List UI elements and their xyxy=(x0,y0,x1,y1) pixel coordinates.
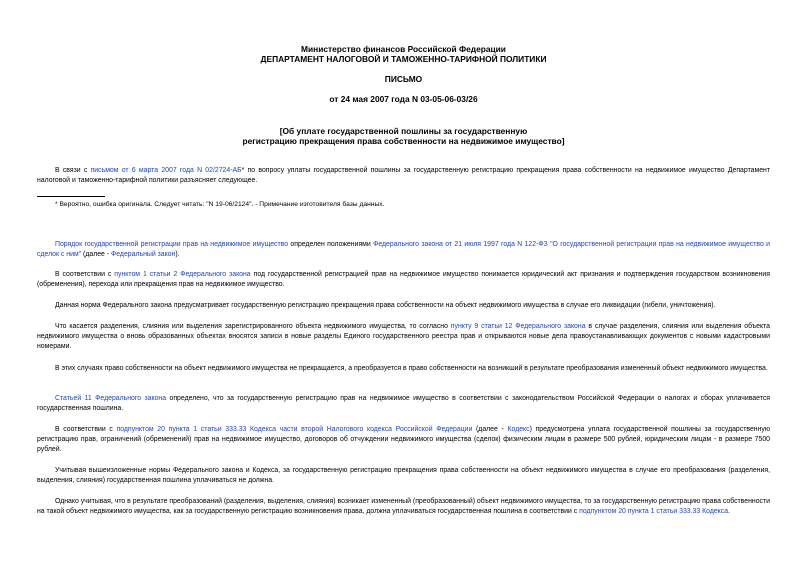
document-header xyxy=(0,44,807,104)
paragraph-conclusion: Учитывая вышеизложенные нормы Федерального закона и Кодекса, за государственную регистрацию прекращения права собственности на объект недвижимого имущества в случае его преобразования (разделения, выделения, слияния) государственная пошлина уплачиваться не должна. xyxy=(37,467,770,484)
paragraph-division: Что касается разделения, слияния или выделения зарегистрированного объекта недвижимого имущества, то согласно пункту 9 статьи 12 Федерального закона в случае разделения, слияния или выделения объекта недвижимого имущества о вновь образованных объектах вносятся записи в новые разделы Единого государственного реестра прав и открываются новые дела правоустанавливающих документов с новыми кадастровыми номерами. xyxy=(37,323,770,350)
footnote: * Вероятно, ошибка оригинала. Следует читать: "N 19-06/2124". - Примечание изготовителя базы данных. xyxy=(55,201,385,208)
title-line-2: регистрацию прекращения права собственности на недвижимое имущество] xyxy=(242,136,565,146)
footnote-divider xyxy=(37,196,105,197)
link-article-12-point-9[interactable]: пункту 9 статьи 12 Федерального закона xyxy=(450,323,586,330)
link-subpoint-20[interactable]: подпунктом 20 пункта 1 статьи 333.33 Кодекса xyxy=(579,508,729,515)
document-type: ПИСЬМО xyxy=(384,74,423,84)
link-registration-order[interactable]: Порядок государственной регистрации прав на недвижимое имущество xyxy=(55,241,289,248)
department-name: ДЕПАРТАМЕНТ НАЛОГОВОЙ И ТАМОЖЕННО-ТАРИФНОЙ ПОЛИТИКИ xyxy=(260,54,547,64)
link-article-2-point-1[interactable]: пунктом 1 статьи 2 Федерального закона xyxy=(114,271,251,278)
link-federal-law-122[interactable]: Федерального закона от 21 июля 1997 года N 122-ФЗ "О государственной регистрации прав на недвижимое имущество и сделок с ним" xyxy=(37,241,770,258)
paragraph-article-2: В соответствии с пунктом 1 статьи 2 Федерального закона под государственной регистрацией прав на недвижимое имущество понимается юридический акт признания и подтверждения государством возникновения (обременения), перехода или прекращения прав на недвижимое имущество. xyxy=(37,271,771,288)
link-code[interactable]: Кодекс xyxy=(507,426,530,433)
paragraph-however: Однако учитывая, что в результате преобразований (разделения, выделения, слияния) возникает измененный (преобразованный) объект недвижимого имущества, то за государственную регистрацию права собственности на такой объект недвижимого имущества, как за государственную регистрацию возникновения права, должна уплачиваться государственная пошлина в соответствии с подпунктом 20 пункта 1 статьи 333.33 Кодекса. xyxy=(37,498,770,515)
paragraph-transformation: В этих случаях право собственности на объект недвижимого имущества не прекращается, а преобразуется в право собственности на возникший в результате преобразования измененный объект недвижимого имущества. xyxy=(55,365,768,372)
title-line-1: [Об уплате государственной пошлины за государственную xyxy=(279,126,528,136)
ministry-name: Министерство финансов Российской Федерации xyxy=(301,44,506,54)
paragraph-registration-order: Порядок государственной регистрации прав на недвижимое имущество определен положениями Федерального закона от 21 июля 1997 года N 122-ФЗ "О государственной регистрации прав на недвижимое имущество и сделок с ним" (далее - Федеральный закон). xyxy=(37,241,770,258)
paragraph-intro: В связи с письмом от 6 марта 2007 года N 02/2724-АБ* по вопросу уплаты государственной пошлины за государственную регистрацию прекращения права собственности на недвижимое имущество Департамент налоговой и таможенно-тарифной политики разъясняет следующее. xyxy=(37,167,771,184)
link-article-11[interactable]: Статьей 11 Федерального закона xyxy=(55,395,167,402)
document-date-number: от 24 мая 2007 года N 03-05-06-03/26 xyxy=(329,94,478,104)
paragraph-tax-code: В соответствии с подпунктом 20 пункта 1 статьи 333.33 Кодекса части второй Налогового кодекса Российской Федерации (далее - Кодекс) предусмотрена уплата государственной пошлины за государственную регистрацию прав, ограничений (обременений) прав на недвижимое имущество, договоров об отчуждении недвижимого имущества (сделок) физическим лицам в размере 500 рублей, юридическим лицам - в размере 7500 рублей. xyxy=(37,426,771,453)
paragraph-norm: Данная норма Федерального закона предусматривает государственную регистрацию прекращения права собственности на объект недвижимого имущества в случае его ликвидации (гибели, уничтожения). xyxy=(55,302,716,309)
document-title xyxy=(0,126,807,146)
link-letter-6-march[interactable]: письмом от 6 марта 2007 года N 02/2724-АБ xyxy=(90,167,242,174)
link-federal-law[interactable]: Федеральный закон xyxy=(111,251,176,258)
paragraph-article-11: Статьей 11 Федерального закона определено, что за государственную регистрацию прав на недвижимое имущество в соответствии с законодательством Российской Федерации о налогах и сборах уплачивается государственная пошлина. xyxy=(37,395,770,412)
link-tax-code-333-33[interactable]: подпунктом 20 пункта 1 статьи 333.33 Кодекса части второй Налогового кодекса Российской Федерации xyxy=(116,426,473,433)
